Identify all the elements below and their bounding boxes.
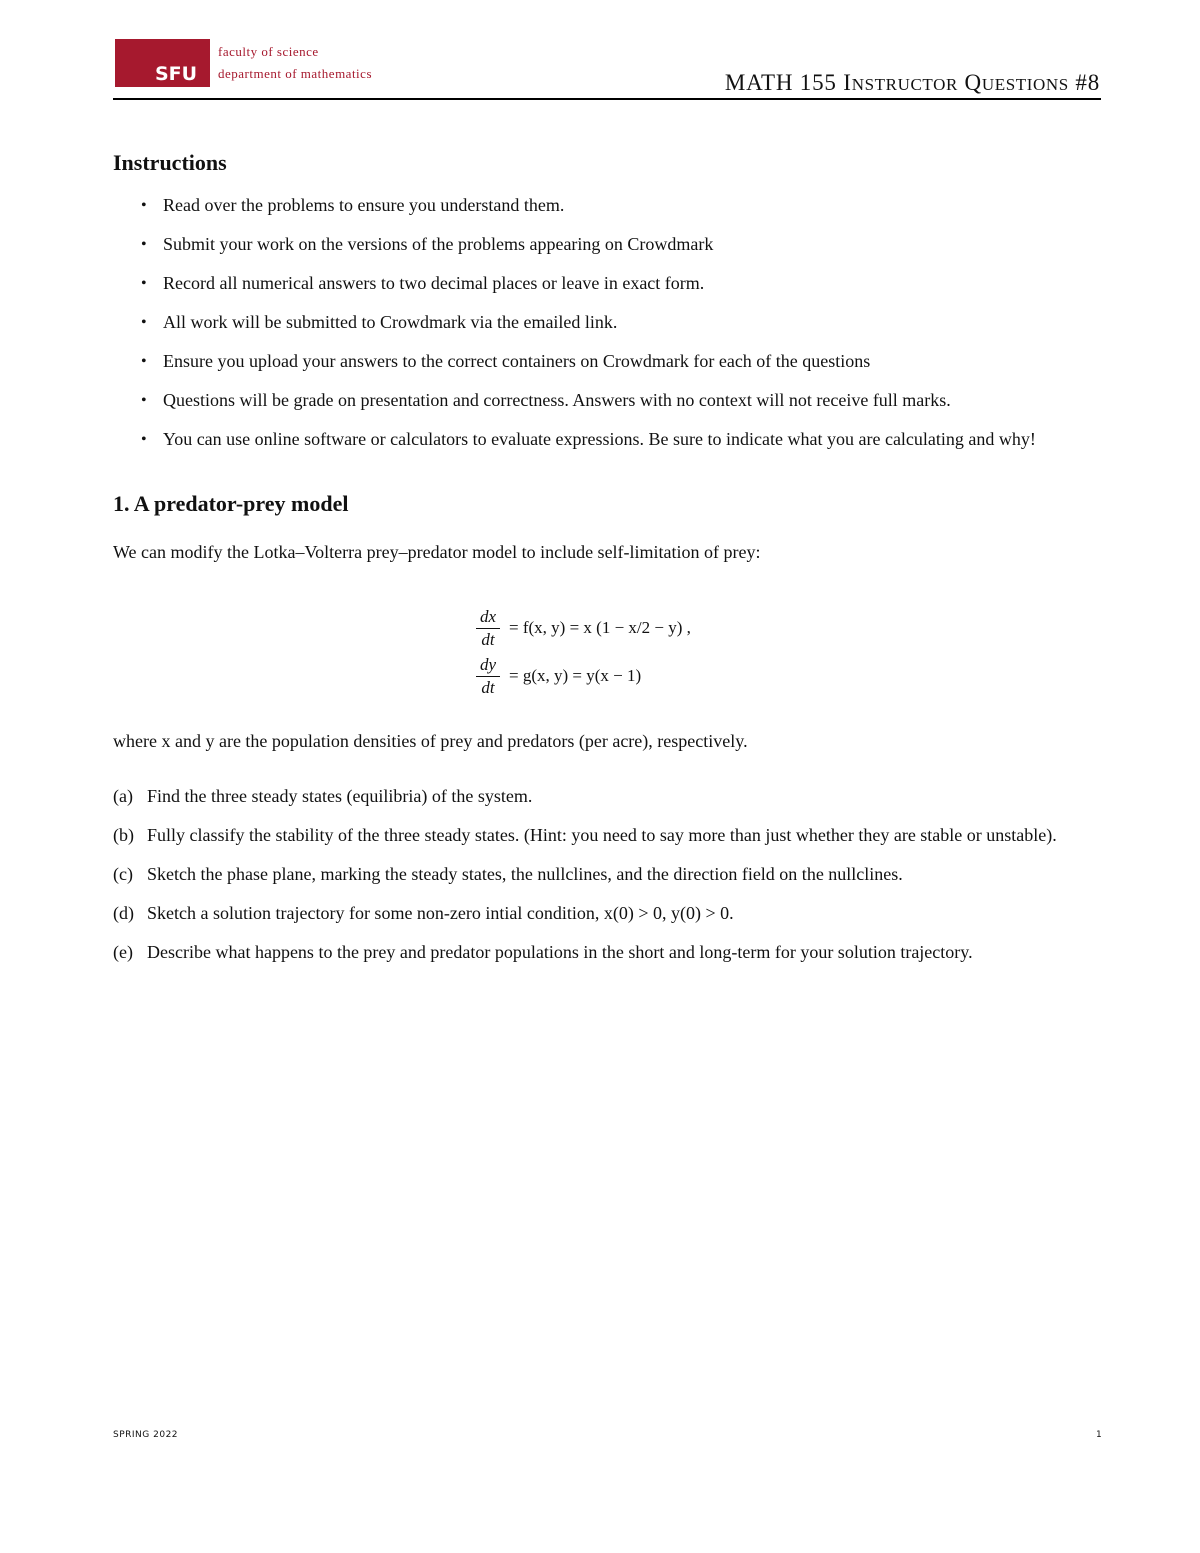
equation-rhs: = f(x, y) = x (1 − x/2 − y) , bbox=[509, 618, 691, 637]
part-text: Sketch a solution trajectory for some non-zero intial condition, x(0) > 0, y(0) > 0. bbox=[147, 903, 734, 923]
part-label: (d) bbox=[113, 903, 134, 923]
problem-title: 1. A predator-prey model bbox=[113, 491, 349, 516]
logo-block bbox=[115, 39, 210, 87]
instruction-item: • All work will be submitted to Crowdmark via the emailed link. bbox=[113, 311, 1101, 334]
instructions-list bbox=[113, 194, 1101, 451]
page-number: 1 bbox=[1096, 1430, 1102, 1440]
logo-brand: SFU bbox=[155, 63, 198, 85]
instruction-item: • Ensure you upload your answers to the correct containers on Crowdmark for each of the questions bbox=[113, 350, 1101, 373]
instruction-item: • Read over the problems to ensure you understand them. bbox=[113, 194, 1101, 217]
instruction-item: • Submit your work on the versions of the problems appearing on Crowdmark bbox=[113, 233, 1101, 256]
fraction-bar bbox=[476, 628, 500, 629]
fraction-denominator: dt bbox=[481, 677, 495, 697]
sfu-logo bbox=[115, 39, 415, 87]
title-part: UESTIONS bbox=[981, 75, 1069, 94]
page-content bbox=[113, 150, 1101, 980]
variable-definition: where x and y are the population densities of prey and predators (per acre), respectively. bbox=[113, 731, 748, 751]
instruction-item: • You can use online software or calculators to evaluate expressions. Be sure to indicate what you are calculating and why! bbox=[113, 428, 1101, 451]
fraction-denominator: dt bbox=[481, 629, 495, 649]
problem-part bbox=[113, 824, 1101, 847]
problem-parts bbox=[113, 785, 1101, 964]
logo-text bbox=[218, 39, 372, 87]
part-label: (e) bbox=[113, 942, 133, 962]
title-part: MATH 155 I bbox=[724, 70, 852, 95]
logo-line-faculty: faculty of science bbox=[218, 44, 319, 59]
instruction-item: • Questions will be grade on presentation and correctness. Answers with no context will not receive full marks. bbox=[113, 389, 1101, 412]
fraction-numerator: dy bbox=[479, 654, 497, 674]
part-text: Describe what happens to the prey and predator populations in the short and long-term for your solution trajectory. bbox=[147, 942, 973, 962]
part-text: Find the three steady states (equilibria) of the system. bbox=[147, 786, 533, 806]
problem-part bbox=[113, 902, 1101, 925]
problem-intro: We can modify the Lotka–Volterra prey–predator model to include self-limitation of prey: bbox=[113, 542, 761, 562]
document-title bbox=[725, 70, 1100, 96]
problem-part bbox=[113, 785, 1101, 808]
equation-dy bbox=[475, 652, 1101, 700]
header-rule bbox=[113, 98, 1101, 100]
part-label: (b) bbox=[113, 825, 134, 845]
fraction-bar bbox=[476, 676, 500, 677]
problem-part bbox=[113, 941, 1101, 964]
instructions-heading: Instructions bbox=[113, 150, 227, 175]
title-part: #8 bbox=[1068, 70, 1100, 95]
derivative-fraction bbox=[475, 655, 501, 698]
title-part: NSTRUCTOR bbox=[851, 75, 958, 94]
logo-line-department: department of mathematics bbox=[218, 66, 373, 81]
derivative-fraction bbox=[475, 607, 501, 650]
problem-part bbox=[113, 863, 1101, 886]
fraction-numerator: dx bbox=[479, 606, 497, 626]
part-label: (c) bbox=[113, 864, 133, 884]
title-part: Q bbox=[957, 70, 982, 95]
part-text: Fully classify the stability of the three steady states. (Hint: you need to say more than just whether they are stable or unstable). bbox=[147, 825, 1057, 845]
equation-system bbox=[475, 604, 1101, 700]
equation-rhs: = g(x, y) = y(x − 1) bbox=[509, 666, 642, 685]
equation-dx bbox=[475, 604, 1101, 652]
part-text: Sketch the phase plane, marking the steady states, the nullclines, and the direction field on the nullclines. bbox=[147, 864, 903, 884]
instruction-item: • Record all numerical answers to two decimal places or leave in exact form. bbox=[113, 272, 1101, 295]
footer-term: SPRING 2022 bbox=[113, 1430, 179, 1440]
part-label: (a) bbox=[113, 786, 133, 806]
